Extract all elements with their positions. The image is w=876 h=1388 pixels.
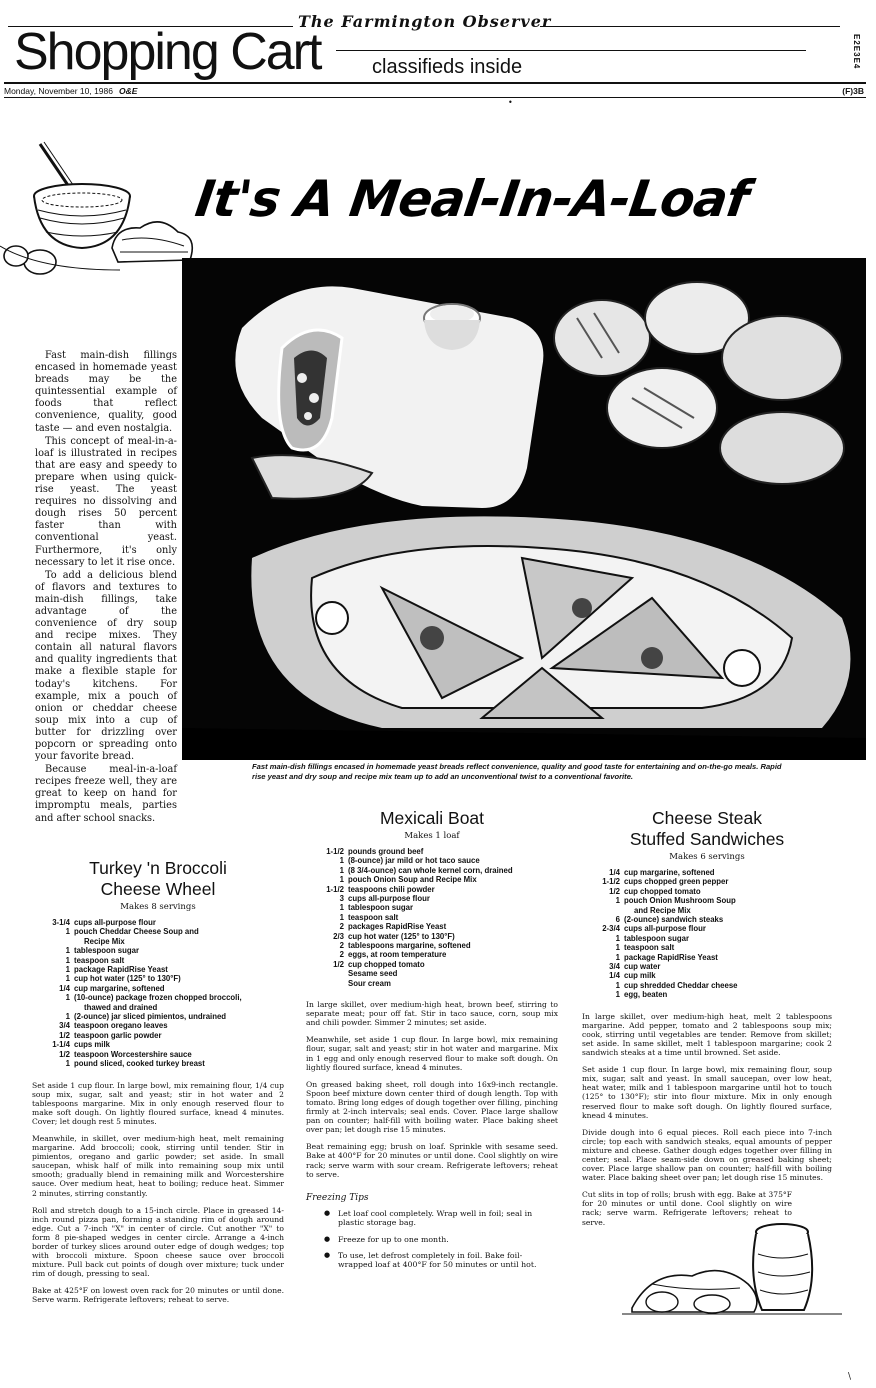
- direction-paragraph: Meanwhile, in skillet, over medium-high heat, melt remaining margarine. Add broccoli; cook, stirring until tender. Stir in pimientos, oregano and garlic powder; set aside. In small saucepan, whisk half of milk into remaining soup mix until smooth; gradually blend in remaining milk and Worcestershire sauce. Over medium heat, heat to boiling; reduce heat. Simmer 2 minutes, stirring constantly.: [32, 1133, 284, 1198]
- mixing-bowl-illustration: [0, 136, 200, 296]
- ingredient-quantity: 1: [65, 1059, 70, 1069]
- ingredient-item: (10-ounce) package frozen chopped broccoli,: [74, 993, 242, 1003]
- ingredient-row: [32, 1031, 284, 1040]
- ingredient-item: cups all-purpose flour: [74, 918, 156, 927]
- ingredient-quantity: 1/2: [59, 1030, 70, 1040]
- ingredient-row: [582, 943, 832, 952]
- ingredient-row: [306, 866, 558, 875]
- ingredient-row: [306, 969, 558, 978]
- ingredient-item: pouch Cheddar Cheese Soup and: [74, 927, 199, 937]
- ingredient-row: [582, 868, 832, 877]
- intro-paragraph: Because meal-in-a-loaf recipes freeze well, they are great to keep on hand for impromptu meals, parties and after school snacks.: [35, 764, 177, 824]
- ingredient-quantity: 1-1/2: [602, 877, 620, 887]
- ingredient-quantity: 1: [615, 933, 620, 943]
- ingredient-quantity: [32, 937, 74, 946]
- ingredient-quantity: 2/3: [333, 931, 344, 941]
- recipe-directions: [306, 1000, 558, 1179]
- intro-paragraph: This concept of meal-in-a-loaf is illustrated in recipes that are easy and speedy to prepare when using quick-rise yeast. The yeast requires no dissolving and dough rises 50 percent faster than with conventional yeast. Furthermore, it's only necessary to let it rise once.: [35, 435, 177, 568]
- direction-paragraph: Meanwhile, set aside 1 cup flour. In large bowl, mix remaining flour, sugar, salt and yeast; stir in hot water and margarine. Mix in 1 egg and only enough reserved flour to make soft dough. On lightly floured surface, knead 4 minutes.: [306, 1035, 558, 1072]
- section-title: Shopping Cart: [14, 23, 321, 81]
- ingredient-quantity: 3: [339, 894, 344, 904]
- issue-date: Monday, November 10, 1986: [4, 86, 113, 96]
- ingredient-item: cup milk: [624, 971, 656, 981]
- ingredient-item: tablespoons margarine, softened: [348, 941, 471, 951]
- ingredient-item: (2-ounce) jar sliced pimientos, undrained: [74, 1012, 227, 1022]
- ingredient-quantity: 1: [65, 974, 70, 984]
- ingredient-quantity: 1/2: [609, 886, 620, 896]
- direction-paragraph: In large skillet, over medium-high heat, brown beef, stirring to separate meat; pour off fat. Stir in taco sauce, corn, soup mix and chili powder. Simmer 2 minutes; set aside.: [306, 1000, 558, 1028]
- ingredient-quantity: 1: [65, 946, 70, 956]
- ingredient-item: package RapidRise Yeast: [74, 965, 168, 975]
- print-dot: •: [508, 98, 513, 107]
- ingredient-item: cups all-purpose flour: [624, 924, 706, 934]
- ingredient-row: [32, 937, 284, 946]
- ingredient-quantity: 3/4: [609, 962, 620, 972]
- ingredient-quantity: 1-1/2: [326, 884, 344, 894]
- direction-paragraph: Cut slits in top of rolls; brush with egg. Bake at 375°F for 20 minutes or until done. Cool slightly on wire rack; serve warm. Refrigerate leftovers; reheat to serve.: [582, 1190, 792, 1227]
- ingredient-item: teaspoon salt: [74, 955, 125, 965]
- dateline-rule-top: [4, 82, 866, 84]
- ingredient-row: [306, 894, 558, 903]
- ingredient-quantity: 1/2: [59, 1049, 70, 1059]
- ingredient-row: [32, 993, 284, 1002]
- direction-paragraph: In large skillet, over medium-high heat, melt 2 tablespoons margarine. Add pepper, tomato and 2 tablespoons soup mix; cook, stirring until vegetables are tender. Remove from skillet; set aside. In same skillet, melt 1 tablespoon margarine; cook 2 sandwich steaks at a time until browned. Set aside.: [582, 1011, 832, 1058]
- dateline: [4, 86, 137, 96]
- freezing-tip: ● To use, let defrost completely in foil. Bake foil-wrapped loaf at 400°F for 50 minutes or until hot.: [306, 1251, 558, 1270]
- ingredient-list: [32, 918, 284, 1069]
- ingredient-item: teaspoon Worcestershire sauce: [74, 1049, 192, 1059]
- print-mark: \: [848, 1372, 852, 1382]
- direction-paragraph: Beat remaining egg; brush on loaf. Sprinkle with sesame seed. Bake at 400°F for 20 minutes or until done. Cool slightly on wire rack; serve warm with sour cream. Refrigerate leftovers; reheat to serve.: [306, 1142, 558, 1179]
- ingredient-item: pouch Onion Soup and Recipe Mix: [348, 875, 477, 885]
- intro-paragraph: To add a delicious blend of flavors and textures to main-dish fillings, take advantage of the convenience of dry soup and recipe mixes. They contain all natural flavors and quality ingredients that make a flexible staple for today's kitchens. For example, mix a pouch of onion or cheddar cheese soup mix into a cup of butter for drizzling over popcorn or spreading onto your favorite bread.: [35, 569, 177, 763]
- ingredient-item: and Recipe Mix: [634, 905, 691, 915]
- ingredient-item: (8-ounce) jar mild or hot taco sauce: [348, 856, 480, 866]
- ingredient-quantity: 2: [339, 950, 344, 960]
- ingredient-quantity: 2-3/4: [602, 924, 620, 934]
- ingredient-item: (8 3/4-ounce) can whole kernel corn, drained: [348, 865, 513, 875]
- direction-paragraph: Bake at 425°F on lowest oven rack for 20 minutes or until done. Serve warm. Refrigerate leftovers; reheat to serve.: [32, 1286, 284, 1305]
- ingredient-quantity: 1: [339, 903, 344, 913]
- recipe-title: Mexicali Boat: [379, 808, 485, 828]
- ingredient-quantity: 2: [339, 941, 344, 951]
- freezing-tip: ● Let loaf cool completely. Wrap well in foil; seal in plastic storage bag.: [306, 1209, 558, 1228]
- ingredient-row: [306, 847, 558, 856]
- ingredient-quantity: 1: [65, 955, 70, 965]
- recipe-title: [582, 808, 832, 850]
- ingredient-row: [582, 877, 832, 886]
- ingredient-item: cup water: [624, 962, 661, 972]
- ingredient-quantity: 3/4: [59, 1021, 70, 1031]
- ingredient-quantity: [32, 1003, 74, 1012]
- ingredient-item: teaspoons chili powder: [348, 884, 435, 894]
- ingredient-row: [32, 1003, 284, 1012]
- ingredient-row: [32, 927, 284, 936]
- ingredient-quantity: 2: [339, 922, 344, 932]
- ingredient-row: [306, 922, 558, 931]
- section-sub-rule: [336, 50, 806, 51]
- ingredient-row: [582, 924, 832, 933]
- ingredient-quantity: 1: [65, 993, 70, 1003]
- ingredient-quantity: 1: [65, 1012, 70, 1022]
- ingredient-item: egg, beaten: [624, 990, 668, 1000]
- ingredient-row: [306, 856, 558, 865]
- ingredient-quantity: 1: [65, 965, 70, 975]
- ingredient-quantity: 1: [615, 952, 620, 962]
- ingredient-row: [306, 932, 558, 941]
- ingredient-row: [306, 903, 558, 912]
- recipe-title-line: Cheese Wheel: [100, 879, 216, 899]
- ingredient-item: cups all-purpose flour: [348, 894, 430, 904]
- ingredient-quantity: 3-1/4: [52, 918, 70, 927]
- ingredient-quantity: [582, 906, 624, 915]
- ingredient-row: [32, 1059, 284, 1068]
- ingredient-quantity: [306, 979, 348, 988]
- ingredient-row: [32, 1040, 284, 1049]
- ingredient-row: [582, 934, 832, 943]
- ingredient-quantity: [306, 969, 348, 978]
- ingredient-item: pounds ground beef: [348, 847, 424, 856]
- ingredient-item: package RapidRise Yeast: [624, 952, 718, 962]
- ingredient-row: [32, 1021, 284, 1030]
- ingredient-item: (2-ounce) sandwich steaks: [624, 915, 724, 925]
- ingredient-quantity: 1: [339, 865, 344, 875]
- recipe-title-line: Cheese Steak: [652, 808, 762, 828]
- food-photo: [182, 258, 866, 760]
- ingredient-row: [32, 956, 284, 965]
- ingredient-row: [582, 896, 832, 905]
- ingredient-item: tablespoon sugar: [348, 903, 413, 913]
- ingredient-row: [306, 979, 558, 988]
- ingredient-quantity: 1/4: [609, 868, 620, 877]
- recipe-title-line: Stuffed Sandwiches: [629, 829, 785, 849]
- ingredient-row: [582, 906, 832, 915]
- ingredient-item: tablespoon sugar: [74, 946, 139, 956]
- ingredient-item: cups milk: [74, 1040, 110, 1050]
- ingredient-item: pouch Onion Mushroom Soup: [624, 896, 736, 906]
- ingredient-row: [32, 1012, 284, 1021]
- direction-paragraph: Roll and stretch dough to a 15-inch circle. Place in greased 14-inch round pizza pan, forming a standing rim of dough around edge. Cut a 7-inch "X" in center of circle. Cut another "X" to form 8 pie-shaped wedges in center circle. Arrange a 4-inch border of turkey slices around outer edge of dough wedges; top with broccoli mixture. Spoon cheese sauce over broccoli mixture. Pull back cut points of dough over mixture; tuck under rim of dough, pressing to seal.: [32, 1205, 284, 1279]
- ingredient-quantity: 1: [339, 856, 344, 866]
- ingredient-row: [582, 990, 832, 999]
- ingredient-row: [32, 946, 284, 955]
- ingredient-quantity: 1: [615, 896, 620, 906]
- ingredient-item: cup margarine, softened: [624, 868, 715, 877]
- ingredient-row: [306, 913, 558, 922]
- ingredient-quantity: 1/4: [59, 983, 70, 993]
- newspaper-name: The Farmington Observer: [298, 12, 552, 31]
- ingredient-quantity: 1: [615, 980, 620, 990]
- page-number: (F)3B: [842, 86, 864, 96]
- recipe-yield: Makes 8 servings: [120, 902, 196, 912]
- ingredient-quantity: 1-1/4: [52, 1040, 70, 1050]
- stuffed-breads-photo: [182, 258, 866, 760]
- recipe-directions: [582, 1012, 832, 1227]
- ingredient-row: [582, 887, 832, 896]
- ingredient-quantity: 1: [615, 990, 620, 1000]
- ingredient-quantity: 1: [615, 943, 620, 953]
- ingredient-row: [582, 953, 832, 962]
- recipe-yield: Makes 1 loaf: [404, 831, 460, 841]
- edition-mark: O&E: [119, 86, 138, 96]
- freezing-tips-title: Freezing Tips: [306, 1192, 369, 1203]
- ingredient-quantity: 6: [615, 915, 620, 925]
- direction-paragraph: Divide dough into 6 equal pieces. Roll each piece into 7-inch circle; top each with sandwich steaks, equal amounts of pepper mixture and cheese. Gather dough edges together over filling in center; seal. Place seam-side down on greased baking sheet; cover. Place large shallow pan on counter; half-fill with boiling water. Place baking sheet over pan; let dough rise 15 minutes.: [582, 1127, 832, 1183]
- ingredient-item: teaspoon salt: [624, 943, 675, 953]
- ingredient-item: cup hot water (125° to 130°F): [74, 974, 181, 984]
- ingredient-row: [582, 981, 832, 990]
- recipe-title-line: Turkey 'n Broccoli: [89, 858, 227, 878]
- section-subtitle: classifieds inside: [372, 56, 523, 78]
- side-code: E2E3E4: [852, 34, 861, 70]
- freezing-tip: ● Freeze for up to one month.: [306, 1235, 558, 1244]
- ingredient-row: [306, 941, 558, 950]
- ingredient-item: pound sliced, cooked turkey breast: [74, 1059, 205, 1069]
- ingredient-row: [32, 974, 284, 983]
- ingredient-item: tablespoon sugar: [624, 933, 689, 943]
- ingredient-item: thawed and drained: [84, 1002, 158, 1012]
- bread-jar-illustration: [622, 1218, 842, 1318]
- ingredient-quantity: 1-1/2: [326, 847, 344, 856]
- ingredient-row: [306, 885, 558, 894]
- freezing-tips-list: [306, 1209, 558, 1270]
- ingredient-item: teaspoon salt: [348, 912, 399, 922]
- ingredient-item: cups chopped green pepper: [624, 877, 729, 887]
- ingredient-quantity: 1: [339, 875, 344, 885]
- ingredient-quantity: 1/2: [333, 959, 344, 969]
- recipe-directions: [32, 1081, 284, 1305]
- ingredient-row: [582, 962, 832, 971]
- direction-paragraph: On greased baking sheet, roll dough into 16x9-inch rectangle. Spoon beef mixture down center third of dough length. Top with tomato. Bring long edges of dough together over filling, pinching firmly at 2-inch intervals; seal ends. Cover. Place large shallow pan on counter; half-fill with boiling water. Place baking sheet over pan; let dough rise 15 minutes.: [306, 1079, 558, 1135]
- photo-caption: Fast main-dish fillings encased in homemade yeast breads reflect convenience, quality and good taste for entertaining and on-the-go meals. Rapid rise yeast and dry soup and recipe mix team up to add an unconventional twist to a conventional favorite.: [252, 762, 782, 781]
- ingredient-quantity: 1/4: [609, 971, 620, 981]
- recipe-title: [32, 858, 284, 900]
- ingredient-item: cup margarine, softened: [74, 983, 165, 993]
- ingredient-quantity: 1: [65, 927, 70, 937]
- ingredient-list: [582, 868, 832, 1000]
- direction-paragraph: Set aside 1 cup flour. In large bowl, mix remaining flour, soup mix, sugar, salt and yeast. In small saucepan, over low heat, heat water, milk and 1 tablespoon margarine until hot to touch (125° to 130°F); stir into flour mixture. Mix in only enough reserved flour to make soft dough. On lightly floured surface, knead 4 minutes.: [582, 1065, 832, 1120]
- direction-paragraph: Set aside 1 cup flour. In large bowl, mix remaining flour, 1/4 cup soup mix, sugar, salt and yeast; stir in hot water and 2 tablespoons margarine. Mix in only enough reserved flour to make soft dough. On lightly floured surface, knead 4 minutes. Cover; let dough rest 5 minutes.: [32, 1080, 284, 1126]
- ingredient-item: Recipe Mix: [84, 936, 125, 946]
- ingredient-item: cup chopped tomato: [348, 959, 425, 969]
- ingredient-item: packages RapidRise Yeast: [348, 922, 447, 932]
- ingredient-row: [582, 915, 832, 924]
- ingredient-item: Sesame seed: [348, 969, 398, 979]
- ingredient-row: [582, 971, 832, 980]
- intro-paragraph: Fast main-dish fillings encased in homemade yeast breads may be the quintessential example of foods that reflect convenience, quality, good taste — and even nostalgia.: [35, 350, 177, 434]
- ingredient-item: teaspoon garlic powder: [74, 1030, 162, 1040]
- ingredient-row: [32, 984, 284, 993]
- ingredient-item: teaspoon oregano leaves: [74, 1021, 168, 1031]
- ingredient-row: [306, 950, 558, 959]
- ingredient-row: [32, 965, 284, 974]
- intro-article: [35, 350, 177, 826]
- recipe-turkey-broccoli: [32, 858, 284, 1313]
- ingredient-row: [32, 918, 284, 927]
- headline: It's A Meal-In-A-Loaf: [191, 170, 752, 228]
- ingredient-row: [32, 1050, 284, 1059]
- ingredient-item: cup hot water (125° to 130°F): [348, 931, 455, 941]
- recipe-mexicali-boat: [306, 808, 558, 1277]
- ingredient-item: Sour cream: [348, 978, 391, 988]
- masthead-rule-right: [540, 26, 840, 27]
- recipe-yield: Makes 6 servings: [669, 852, 745, 862]
- ingredient-quantity: 1: [339, 912, 344, 922]
- ingredient-row: [306, 875, 558, 884]
- ingredient-item: cup shredded Cheddar cheese: [624, 980, 738, 990]
- dateline-rule-bottom: [4, 97, 866, 98]
- ingredient-list: [306, 847, 558, 988]
- recipe-cheese-steak: [582, 808, 832, 1235]
- ingredient-item: cup chopped tomato: [624, 886, 701, 896]
- ingredient-row: [306, 960, 558, 969]
- ingredient-item: eggs, at room temperature: [348, 950, 447, 960]
